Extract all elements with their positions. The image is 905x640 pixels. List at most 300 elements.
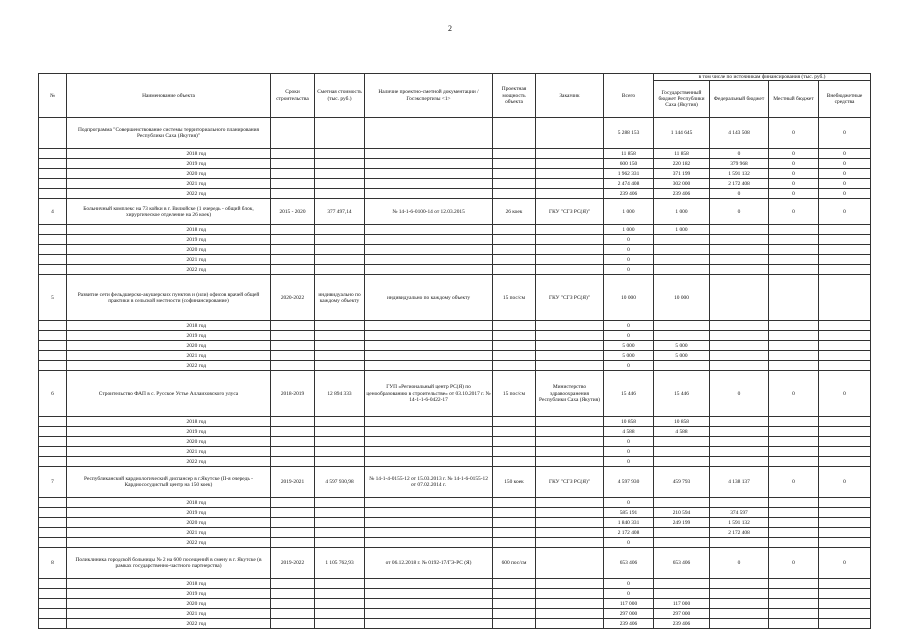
cell-federal: 4 143 508 bbox=[710, 118, 769, 149]
cell-year: 2019 год bbox=[67, 159, 271, 169]
cell-no: 7 bbox=[39, 467, 67, 498]
cell-no bbox=[39, 361, 67, 371]
cell-local bbox=[769, 498, 819, 508]
cell-capacity bbox=[493, 361, 536, 371]
cell-name: Развитие сети фельдшерско-акушерских пунктов и (или) офисов врачей общей практики в сельской местности (софинансирование) bbox=[67, 275, 271, 321]
cell-cost bbox=[315, 599, 365, 609]
cell-federal bbox=[710, 255, 769, 265]
cell-total: 0 bbox=[604, 579, 654, 589]
cell-local bbox=[769, 341, 819, 351]
col-federal: Федеральный бюджет bbox=[710, 81, 769, 118]
cell-total: 2 172 408 bbox=[604, 528, 654, 538]
cell-capacity bbox=[493, 179, 536, 189]
cell-cost bbox=[315, 331, 365, 341]
cell-no bbox=[39, 179, 67, 189]
cell-no bbox=[39, 589, 67, 599]
cell-cost bbox=[315, 508, 365, 518]
cell-capacity bbox=[493, 235, 536, 245]
col-name: Наименование объекта bbox=[67, 74, 271, 118]
cell-cost bbox=[315, 437, 365, 447]
cell-total: 4 597 930 bbox=[604, 467, 654, 498]
col-docs: Наличие проектно-сметной документации / Госэкспертизы <1> bbox=[365, 74, 493, 118]
cell-term bbox=[271, 447, 315, 457]
cell-regional bbox=[654, 589, 710, 599]
table-row-year bbox=[39, 149, 871, 159]
cell-offbudget bbox=[819, 609, 871, 619]
cell-total: 0 bbox=[604, 538, 654, 548]
cell-regional: 117 000 bbox=[654, 599, 710, 609]
cell-regional: 302 000 bbox=[654, 179, 710, 189]
cell-customer bbox=[536, 118, 604, 149]
cell-no bbox=[39, 225, 67, 235]
table-row-year bbox=[39, 169, 871, 179]
cell-total: 0 bbox=[604, 331, 654, 341]
cell-offbudget: 0 bbox=[819, 179, 871, 189]
cell-regional: 10 858 bbox=[654, 417, 710, 427]
cell-docs bbox=[365, 579, 493, 589]
cell-capacity bbox=[493, 149, 536, 159]
cell-regional bbox=[654, 498, 710, 508]
cell-offbudget bbox=[819, 265, 871, 275]
cell-offbudget bbox=[819, 437, 871, 447]
cell-no: 4 bbox=[39, 199, 67, 225]
cell-cost bbox=[315, 498, 365, 508]
cell-cost: 377 497,14 bbox=[315, 199, 365, 225]
cell-year: 2019 год bbox=[67, 331, 271, 341]
cell-name: Подпрограмма "Совершенствование системы территориального планирования Республики Саха (Якутия)" bbox=[67, 118, 271, 149]
cell-year: 2019 год bbox=[67, 427, 271, 437]
cell-docs bbox=[365, 361, 493, 371]
cell-year: 2020 год bbox=[67, 245, 271, 255]
cell-term bbox=[271, 518, 315, 528]
cell-term bbox=[271, 508, 315, 518]
cell-customer bbox=[536, 331, 604, 341]
cell-federal bbox=[710, 538, 769, 548]
cell-cost bbox=[315, 225, 365, 235]
cell-no bbox=[39, 341, 67, 351]
cell-offbudget bbox=[819, 245, 871, 255]
cell-regional bbox=[654, 437, 710, 447]
cell-federal: 0 bbox=[710, 199, 769, 225]
cell-term: 2019-2022 bbox=[271, 548, 315, 579]
cell-total: 0 bbox=[604, 589, 654, 599]
cell-customer: ГКУ "СГЗ РС(Я)" bbox=[536, 467, 604, 498]
cell-total: 0 bbox=[604, 361, 654, 371]
cell-total: 0 bbox=[604, 457, 654, 467]
cell-local bbox=[769, 245, 819, 255]
cell-cost bbox=[315, 538, 365, 548]
cell-capacity bbox=[493, 619, 536, 629]
cell-local: 0 bbox=[769, 467, 819, 498]
cell-local: 0 bbox=[769, 199, 819, 225]
cell-federal: 1 591 132 bbox=[710, 518, 769, 528]
cell-no bbox=[39, 518, 67, 528]
cell-local: 0 bbox=[769, 179, 819, 189]
cell-regional bbox=[654, 447, 710, 457]
cell-docs bbox=[365, 498, 493, 508]
cell-local bbox=[769, 447, 819, 457]
cell-customer bbox=[536, 361, 604, 371]
cell-cost: индивидуально по каждому объекту bbox=[315, 275, 365, 321]
cell-customer: Министерство здравоохранения Республики Саха (Якутия) bbox=[536, 371, 604, 417]
cell-cost bbox=[315, 619, 365, 629]
cell-no: 5 bbox=[39, 275, 67, 321]
cell-no bbox=[39, 508, 67, 518]
cell-docs bbox=[365, 179, 493, 189]
cell-cost bbox=[315, 417, 365, 427]
cell-total: 5 288 153 bbox=[604, 118, 654, 149]
cell-offbudget bbox=[819, 255, 871, 265]
cell-federal: 0 bbox=[710, 189, 769, 199]
cell-customer bbox=[536, 179, 604, 189]
cell-offbudget: 0 bbox=[819, 149, 871, 159]
cell-year: 2022 год bbox=[67, 189, 271, 199]
cell-capacity: 26 коек bbox=[493, 199, 536, 225]
cell-local bbox=[769, 351, 819, 361]
table-row-year bbox=[39, 508, 871, 518]
cell-federal bbox=[710, 331, 769, 341]
table-row-year bbox=[39, 331, 871, 341]
cell-no bbox=[39, 609, 67, 619]
cell-total: 1 840 331 bbox=[604, 518, 654, 528]
table-row-year bbox=[39, 528, 871, 538]
cell-term bbox=[271, 265, 315, 275]
cell-capacity bbox=[493, 457, 536, 467]
cell-total: 0 bbox=[604, 498, 654, 508]
cell-docs bbox=[365, 518, 493, 528]
cell-cost: 1 105 762,93 bbox=[315, 548, 365, 579]
cell-local bbox=[769, 321, 819, 331]
cell-no bbox=[39, 447, 67, 457]
cell-docs bbox=[365, 447, 493, 457]
cell-customer bbox=[536, 417, 604, 427]
cell-docs: от 06.12.2018 г. № 0192-17/ГЭ-РС (Я) bbox=[365, 548, 493, 579]
cell-year: 2018 год bbox=[67, 149, 271, 159]
cell-year: 2021 год bbox=[67, 351, 271, 361]
cell-customer bbox=[536, 508, 604, 518]
cell-local bbox=[769, 538, 819, 548]
col-total: Всего bbox=[604, 74, 654, 118]
cell-no bbox=[39, 351, 67, 361]
cell-federal bbox=[710, 351, 769, 361]
cell-term bbox=[271, 609, 315, 619]
cell-customer bbox=[536, 437, 604, 447]
cell-customer: ГКУ "СГЗ РС(Я)" bbox=[536, 275, 604, 321]
cell-regional bbox=[654, 245, 710, 255]
cell-docs bbox=[365, 508, 493, 518]
cell-no bbox=[39, 599, 67, 609]
cell-term: 2015 - 2020 bbox=[271, 199, 315, 225]
cell-docs bbox=[365, 417, 493, 427]
cell-docs bbox=[365, 255, 493, 265]
cell-docs bbox=[365, 599, 493, 609]
cell-capacity: 600 пос/см bbox=[493, 548, 536, 579]
col-offbudget: Внебюджетные средства bbox=[819, 81, 871, 118]
cell-total: 0 bbox=[604, 321, 654, 331]
cell-term bbox=[271, 538, 315, 548]
cell-term bbox=[271, 331, 315, 341]
cell-total: 600 150 bbox=[604, 159, 654, 169]
cell-local bbox=[769, 589, 819, 599]
cell-regional: 15 446 bbox=[654, 371, 710, 417]
cell-federal bbox=[710, 447, 769, 457]
cell-capacity bbox=[493, 225, 536, 235]
cell-customer bbox=[536, 159, 604, 169]
cell-regional bbox=[654, 331, 710, 341]
cell-term bbox=[271, 417, 315, 427]
cell-local: 0 bbox=[769, 371, 819, 417]
cell-cost bbox=[315, 341, 365, 351]
cell-term bbox=[271, 225, 315, 235]
cell-year: 2020 год bbox=[67, 518, 271, 528]
cell-docs bbox=[365, 118, 493, 149]
cell-local bbox=[769, 361, 819, 371]
cell-term bbox=[271, 427, 315, 437]
cell-capacity bbox=[493, 589, 536, 599]
cell-offbudget: 0 bbox=[819, 189, 871, 199]
cell-docs: ГУП «Региональный центр РС(Я) по ценообразованию в строительстве» от 03.10.2017 г. № 14-1-1-6-0422-17 bbox=[365, 371, 493, 417]
cell-year: 2018 год bbox=[67, 417, 271, 427]
cell-total: 1 000 bbox=[604, 225, 654, 235]
cell-total: 2 474 408 bbox=[604, 179, 654, 189]
cell-federal: 0 bbox=[710, 149, 769, 159]
cell-no: 8 bbox=[39, 548, 67, 579]
cell-capacity bbox=[493, 189, 536, 199]
col-customer: Заказчик bbox=[536, 74, 604, 118]
cell-customer bbox=[536, 457, 604, 467]
table-row-year bbox=[39, 179, 871, 189]
cell-regional: 210 594 bbox=[654, 508, 710, 518]
cell-offbudget bbox=[819, 538, 871, 548]
cell-cost bbox=[315, 265, 365, 275]
cell-docs bbox=[365, 245, 493, 255]
cell-total: 10 858 bbox=[604, 417, 654, 427]
cell-no bbox=[39, 235, 67, 245]
cell-regional bbox=[654, 528, 710, 538]
cell-term bbox=[271, 361, 315, 371]
cell-regional: 11 858 bbox=[654, 149, 710, 159]
cell-regional bbox=[654, 265, 710, 275]
cell-total: 5 000 bbox=[604, 341, 654, 351]
cell-federal bbox=[710, 609, 769, 619]
cell-regional bbox=[654, 579, 710, 589]
cell-regional: 1 144 645 bbox=[654, 118, 710, 149]
cell-capacity bbox=[493, 255, 536, 265]
cell-local bbox=[769, 579, 819, 589]
cell-local bbox=[769, 235, 819, 245]
cell-federal bbox=[710, 589, 769, 599]
cell-no bbox=[39, 321, 67, 331]
cell-cost bbox=[315, 427, 365, 437]
cell-federal bbox=[710, 427, 769, 437]
table-row-object bbox=[39, 548, 871, 579]
cell-total: 15 446 bbox=[604, 371, 654, 417]
cell-total: 0 bbox=[604, 245, 654, 255]
cell-customer bbox=[536, 149, 604, 159]
cell-no bbox=[39, 159, 67, 169]
cell-term: 2018-2019 bbox=[271, 371, 315, 417]
table-row-year bbox=[39, 235, 871, 245]
cell-no bbox=[39, 498, 67, 508]
cell-customer bbox=[536, 255, 604, 265]
table-row-year bbox=[39, 538, 871, 548]
table-row-year bbox=[39, 579, 871, 589]
cell-docs bbox=[365, 619, 493, 629]
table-row-object bbox=[39, 371, 871, 417]
cell-federal bbox=[710, 321, 769, 331]
cell-no bbox=[39, 528, 67, 538]
cell-total: 0 bbox=[604, 447, 654, 457]
cell-docs bbox=[365, 321, 493, 331]
cell-customer bbox=[536, 528, 604, 538]
cell-no bbox=[39, 437, 67, 447]
cell-docs bbox=[365, 265, 493, 275]
cell-total: 0 bbox=[604, 265, 654, 275]
cell-local bbox=[769, 508, 819, 518]
cell-year: 2020 год bbox=[67, 599, 271, 609]
cell-customer bbox=[536, 609, 604, 619]
cell-capacity bbox=[493, 417, 536, 427]
cell-total: 239 406 bbox=[604, 619, 654, 629]
cell-offbudget: 0 bbox=[819, 371, 871, 417]
cell-local: 0 bbox=[769, 159, 819, 169]
cell-term: 2019-2021 bbox=[271, 467, 315, 498]
cell-capacity bbox=[493, 508, 536, 518]
cell-cost bbox=[315, 361, 365, 371]
table-row-year bbox=[39, 599, 871, 609]
cell-offbudget: 0 bbox=[819, 548, 871, 579]
cell-regional bbox=[654, 457, 710, 467]
cell-capacity bbox=[493, 599, 536, 609]
cell-capacity bbox=[493, 118, 536, 149]
cell-no bbox=[39, 579, 67, 589]
col-sources: в том числе по источникам финансирования (тыс. руб.) bbox=[654, 74, 871, 81]
cell-cost bbox=[315, 245, 365, 255]
cell-cost bbox=[315, 189, 365, 199]
cell-total: 239 406 bbox=[604, 189, 654, 199]
cell-no bbox=[39, 255, 67, 265]
cell-year: 2022 год bbox=[67, 538, 271, 548]
cell-customer bbox=[536, 548, 604, 579]
table-row-year bbox=[39, 457, 871, 467]
cell-regional: 1 000 bbox=[654, 199, 710, 225]
table-row-object bbox=[39, 275, 871, 321]
cell-cost bbox=[315, 528, 365, 538]
cell-regional bbox=[654, 235, 710, 245]
cell-term bbox=[271, 245, 315, 255]
cell-term bbox=[271, 589, 315, 599]
cell-offbudget bbox=[819, 447, 871, 457]
cell-cost bbox=[315, 609, 365, 619]
cell-term bbox=[271, 189, 315, 199]
cell-regional bbox=[654, 255, 710, 265]
cell-docs bbox=[365, 538, 493, 548]
cell-term bbox=[271, 599, 315, 609]
cell-customer: ГКУ "СГЗ РС(Я)" bbox=[536, 199, 604, 225]
cell-year: 2020 год bbox=[67, 169, 271, 179]
cell-docs bbox=[365, 341, 493, 351]
cell-docs bbox=[365, 589, 493, 599]
cell-federal bbox=[710, 361, 769, 371]
cell-docs bbox=[365, 457, 493, 467]
cell-customer bbox=[536, 189, 604, 199]
cell-name: Республиканский кардиологический диспансер в г.Якутске (II-я очередь - Кардиососудистый центр на 150 коек) bbox=[67, 467, 271, 498]
cell-term bbox=[271, 118, 315, 149]
cell-capacity bbox=[493, 579, 536, 589]
cell-federal bbox=[710, 275, 769, 321]
cell-year: 2020 год bbox=[67, 437, 271, 447]
cell-capacity bbox=[493, 437, 536, 447]
table-row-year bbox=[39, 361, 871, 371]
cell-docs bbox=[365, 159, 493, 169]
cell-docs bbox=[365, 528, 493, 538]
cell-docs bbox=[365, 427, 493, 437]
table-row-year bbox=[39, 619, 871, 629]
cell-federal: 2 172 408 bbox=[710, 179, 769, 189]
cell-no bbox=[39, 427, 67, 437]
cell-docs bbox=[365, 351, 493, 361]
cell-year: 2018 год bbox=[67, 579, 271, 589]
cell-cost bbox=[315, 169, 365, 179]
cell-customer bbox=[536, 341, 604, 351]
cell-no bbox=[39, 245, 67, 255]
cell-local bbox=[769, 619, 819, 629]
cell-customer bbox=[536, 538, 604, 548]
cell-federal: 4 138 137 bbox=[710, 467, 769, 498]
cell-regional: 4 588 bbox=[654, 427, 710, 437]
cell-federal bbox=[710, 341, 769, 351]
cell-year: 2020 год bbox=[67, 341, 271, 351]
cell-year: 2022 год bbox=[67, 619, 271, 629]
cell-capacity bbox=[493, 159, 536, 169]
cell-federal bbox=[710, 619, 769, 629]
cell-offbudget bbox=[819, 528, 871, 538]
cell-year: 2019 год bbox=[67, 589, 271, 599]
cell-regional bbox=[654, 361, 710, 371]
cell-local: 0 bbox=[769, 169, 819, 179]
cell-term bbox=[271, 321, 315, 331]
col-capacity: Проектная мощность объекта bbox=[493, 74, 536, 118]
cell-capacity bbox=[493, 538, 536, 548]
cell-term bbox=[271, 528, 315, 538]
cell-total: 297 000 bbox=[604, 609, 654, 619]
cell-cost bbox=[315, 235, 365, 245]
cell-term: 2020-2022 bbox=[271, 275, 315, 321]
cell-federal: 0 bbox=[710, 371, 769, 417]
cell-capacity bbox=[493, 609, 536, 619]
cell-cost bbox=[315, 579, 365, 589]
cell-no bbox=[39, 538, 67, 548]
table-row-object bbox=[39, 467, 871, 498]
cell-offbudget bbox=[819, 361, 871, 371]
cell-total: 0 bbox=[604, 255, 654, 265]
cell-capacity bbox=[493, 245, 536, 255]
cell-regional: 459 793 bbox=[654, 467, 710, 498]
cell-no bbox=[39, 417, 67, 427]
cell-offbudget bbox=[819, 619, 871, 629]
cell-customer bbox=[536, 427, 604, 437]
cell-offbudget bbox=[819, 457, 871, 467]
cell-docs bbox=[365, 189, 493, 199]
cell-capacity bbox=[493, 331, 536, 341]
cell-offbudget bbox=[819, 599, 871, 609]
cell-local: 0 bbox=[769, 149, 819, 159]
cell-docs bbox=[365, 225, 493, 235]
col-term: Сроки строительства bbox=[271, 74, 315, 118]
cell-federal: 374 597 bbox=[710, 508, 769, 518]
cell-customer bbox=[536, 589, 604, 599]
cell-local bbox=[769, 275, 819, 321]
